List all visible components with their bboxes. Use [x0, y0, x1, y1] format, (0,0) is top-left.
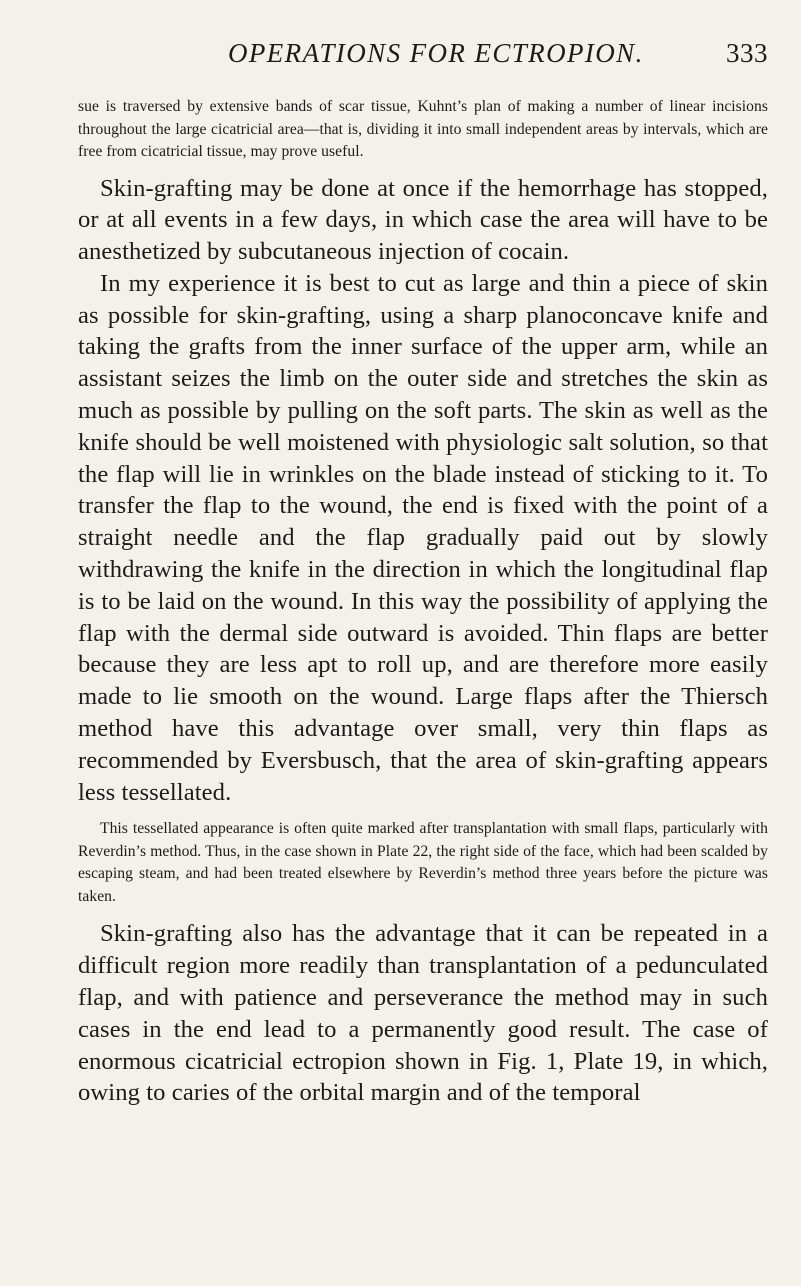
paragraph-grafting-technique: In my experience it is best to cut as large and thin a piece of skin as possible for skin-grafting, using a sharp planoconcave knife and taking the grafts from the inner surface of the upper arm, while an assistant seizes the limb on the outer side and stretches the skin as much as possible by pulling on the soft parts. The skin as well as the knife should be well moistened with physiologic salt solution, so that the flap will lie in wrinkles on the blade instead of sticking to it. To transfer the flap to the wound, the end is fixed with the point of a straight needle and the flap gradually paid out by slowly withdrawing the knife in the direction in which the longitudinal flap is to be laid on the wound. In this way the possibility of applying the flap with the dermal side outward is avoided. Thin flaps are better because they are less apt to roll up, and are therefore more easily made to lie smooth on the wound. Large flaps after the Thiersch method have this advantage over small, very thin flaps as recommended by Eversbusch, that the area of skin-grafting appears less tessellated. [78, 269, 768, 806]
page-body [78, 96, 768, 1109]
page-number: 333 [726, 38, 768, 68]
paragraph-kuhnt-plan: sue is traversed by extensive bands of scar tissue, Kuhnt’s plan of making a number of linear incisions throughout the large cicatricial area—that is, dividing it into small independent areas by intervals, which are free from cicatricial tissue, may prove useful. [78, 98, 768, 160]
paragraph-skin-grafting-timing: Skin-grafting may be done at once if the hemorrhage has stopped, or at all events in a few days, in which case the area will have to be anesthetized by subcutaneous injection of cocain. [78, 174, 768, 266]
page-header [78, 38, 768, 78]
paragraph-tessellated-note: This tessellated appearance is often quite marked after transplantation with small flaps, particularly with Reverdin’s method. Thus, in the case shown in Plate 22, the right side of the face, which had been scalded by escaping steam, and had been treated elsewhere by Reverdin’s method three years before the picture was taken. [78, 820, 768, 905]
paragraph-grafting-advantage: Skin-grafting also has the advantage that it can be repeated in a difficult region more readily than transplantation of a pedunculated flap, and with patience and perseverance the method may in such cases in the end lead to a permanently good result. The case of enormous cicatricial ectropion shown in Fig. 1, Plate 19, in which, owing to caries of the orbital margin and of the temporal [78, 920, 768, 1107]
running-head: OPERATIONS FOR ECTROPION. [228, 38, 644, 68]
